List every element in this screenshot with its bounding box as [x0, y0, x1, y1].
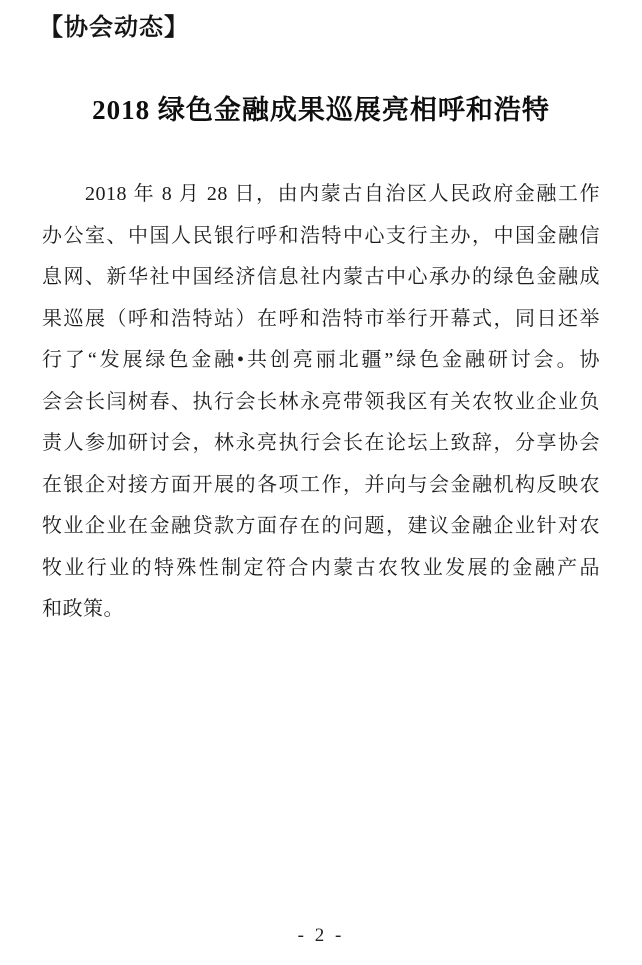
- body-line: 牧业行业的特殊性制定符合内蒙古农牧业发展的金融产品: [42, 556, 600, 579]
- body-line: 办公室、中国人民银行呼和浩特中心支行主办，中国金融信: [42, 224, 600, 247]
- page-number: - 2 -: [297, 925, 345, 946]
- article-body: [42, 174, 600, 631]
- body-line: 果巡展（呼和浩特站）在呼和浩特市举行开幕式，同日还举: [42, 307, 600, 330]
- body-line: 牧业企业在金融贷款方面存在的问题，建议金融企业针对农: [42, 515, 600, 537]
- body-line: 和政策。: [42, 598, 124, 620]
- body-line: 责人参加研讨会，林永亮执行会长在论坛上致辞，分享协会: [42, 432, 600, 454]
- body-line: 在银企对接方面开展的各项工作，并向与会金融机构反映农: [42, 473, 600, 496]
- body-line: 行了“发展绿色金融•共创亮丽北疆”绿色金融研讨会。协: [42, 349, 600, 371]
- section-tag: 【协会动态】: [39, 14, 189, 41]
- body-line: 会会长闫树春、执行会长林永亮带领我区有关农牧业企业负: [42, 390, 600, 413]
- body-line: 2018 年 8 月 28 日，由内蒙古自治区人民政府金融工作: [85, 183, 600, 205]
- body-line: 息网、新华社中国经济信息社内蒙古中心承办的绿色金融成: [42, 266, 600, 288]
- article-title: 2018 绿色金融成果巡展亮相呼和浩特: [92, 95, 550, 125]
